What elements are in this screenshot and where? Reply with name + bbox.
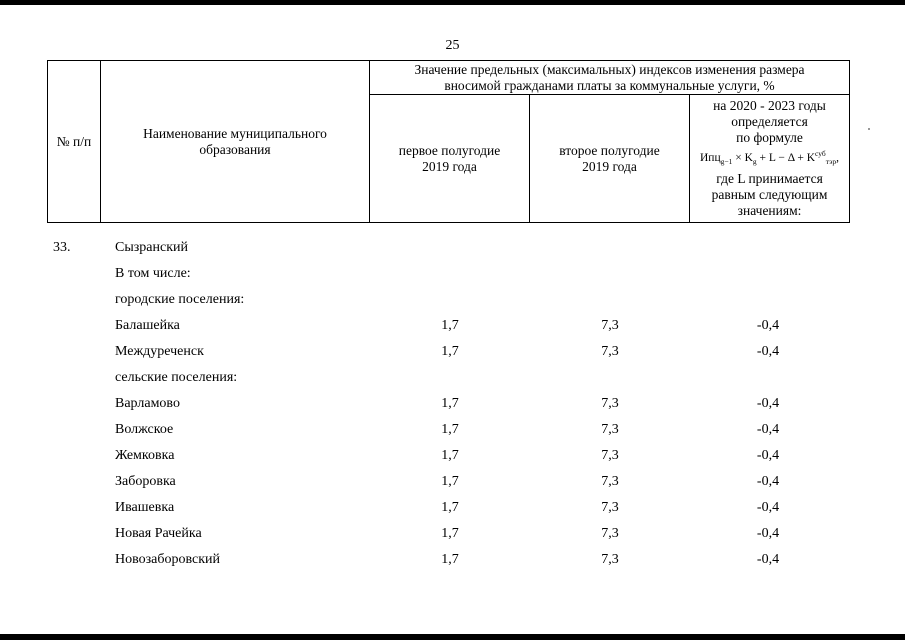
- row-number: 33.: [53, 240, 71, 255]
- row-value-second-half-2019: 7,3: [601, 526, 619, 541]
- row-value-second-half-2019: 7,3: [601, 500, 619, 515]
- row-municipality-name: Новая Рачейка: [115, 526, 202, 541]
- header-col-2020-2023: на 2020 - 2023 годы определяется по формуле $Ипц_{g-1} \times K_g + L - \Delta + K^{суб}_{тэр}$, где L принимается равным следующим значениям:: [690, 95, 850, 223]
- table-row: [0, 420, 905, 440]
- table-row: [0, 368, 905, 388]
- row-value-first-half-2019: 1,7: [441, 448, 459, 463]
- table-row: [0, 446, 905, 466]
- header-col-first-half-2019: первое полугодие 2019 года: [370, 95, 530, 223]
- row-value-first-half-2019: 1,7: [441, 422, 459, 437]
- row-municipality-name: Ивашевка: [115, 500, 175, 515]
- row-value-first-half-2019: 1,7: [441, 474, 459, 489]
- row-municipality-name: Сызранский: [115, 240, 188, 255]
- row-municipality-name: Варламово: [115, 396, 180, 411]
- row-municipality-name: сельские поселения:: [115, 370, 238, 385]
- row-value-L-2020-2023: -0,4: [756, 552, 780, 567]
- row-value-first-half-2019: 1,7: [441, 344, 459, 359]
- row-value-L-2020-2023: -0,4: [756, 448, 780, 463]
- row-municipality-name: Балашейка: [115, 318, 180, 333]
- row-municipality-name: Жемковка: [115, 448, 175, 463]
- header-col-municipality: Наименование муниципального образования: [101, 61, 370, 223]
- page-number: 25: [445, 38, 460, 53]
- header-col-number: № п/п: [48, 61, 101, 223]
- table-row: [0, 290, 905, 310]
- table-row: [0, 342, 905, 362]
- row-municipality-name: Волжское: [115, 422, 174, 437]
- row-value-second-half-2019: 7,3: [601, 422, 619, 437]
- header-group-indexes: Значение предельных (максимальных) индексов изменения размера вносимой гражданами платы за коммунальные услуги, %: [370, 61, 850, 95]
- scan-bottom-border: [0, 634, 905, 640]
- row-value-second-half-2019: 7,3: [601, 552, 619, 567]
- row-value-L-2020-2023: -0,4: [756, 318, 780, 333]
- row-value-L-2020-2023: -0,4: [756, 474, 780, 489]
- table-header: [47, 60, 850, 223]
- row-value-first-half-2019: 1,7: [441, 552, 459, 567]
- table-row: [0, 524, 905, 544]
- table-row: [0, 264, 905, 284]
- scan-speck: [868, 128, 870, 130]
- row-municipality-name: Новозаборовский: [115, 552, 221, 567]
- table-row: [0, 472, 905, 492]
- scan-top-border: [0, 0, 905, 5]
- row-value-second-half-2019: 7,3: [601, 474, 619, 489]
- row-municipality-name: городские поселения:: [115, 292, 245, 307]
- row-value-second-half-2019: 7,3: [601, 318, 619, 333]
- row-municipality-name: В том числе:: [115, 266, 191, 281]
- row-value-first-half-2019: 1,7: [441, 396, 459, 411]
- row-value-first-half-2019: 1,7: [441, 500, 459, 515]
- table-row: [0, 498, 905, 518]
- row-municipality-name: Междуреченск: [115, 344, 204, 359]
- table-row: [0, 394, 905, 414]
- header-col-second-half-2019: второе полугодие 2019 года: [530, 95, 690, 223]
- row-value-L-2020-2023: -0,4: [756, 526, 780, 541]
- row-value-first-half-2019: 1,7: [441, 318, 459, 333]
- row-value-second-half-2019: 7,3: [601, 344, 619, 359]
- row-value-first-half-2019: 1,7: [441, 526, 459, 541]
- formula: $Ипц_{g-1} \times K_g + L - \Delta + K^{суб}_{тэр}$,: [699, 149, 840, 167]
- table-row: [0, 238, 905, 258]
- table-row: [0, 316, 905, 336]
- row-value-L-2020-2023: -0,4: [756, 500, 780, 515]
- row-value-L-2020-2023: -0,4: [756, 344, 780, 359]
- row-value-second-half-2019: 7,3: [601, 396, 619, 411]
- table-row: [0, 550, 905, 570]
- row-value-L-2020-2023: -0,4: [756, 396, 780, 411]
- row-value-L-2020-2023: -0,4: [756, 422, 780, 437]
- row-value-second-half-2019: 7,3: [601, 448, 619, 463]
- row-municipality-name: Заборовка: [115, 474, 176, 489]
